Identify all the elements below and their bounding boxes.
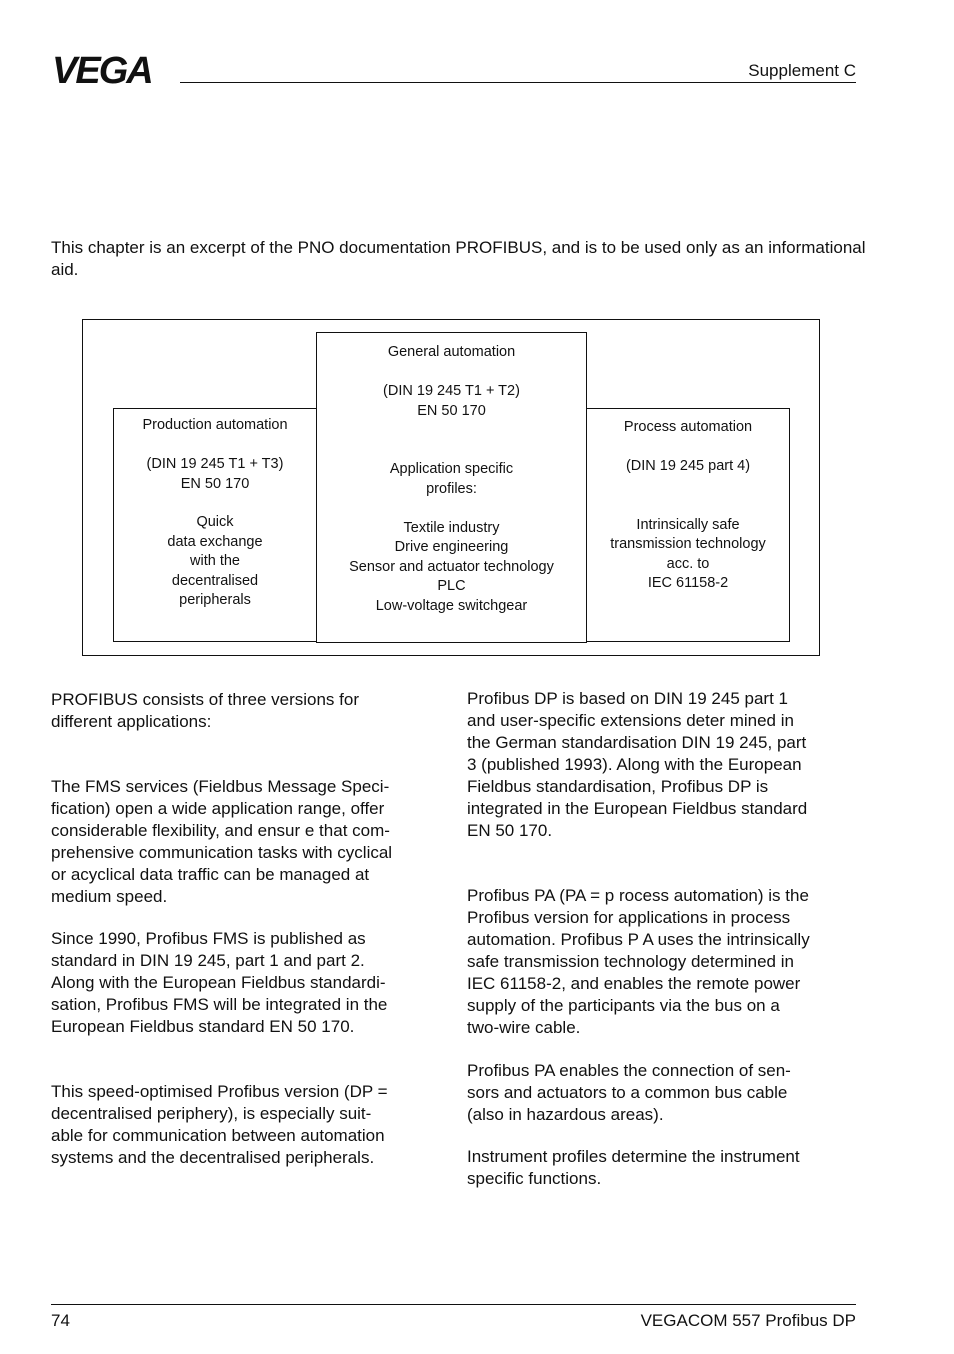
general-title: General automation bbox=[387, 344, 516, 360]
text-line: EN 50 170. bbox=[467, 821, 553, 840]
general-profile-item: Low-voltage switchgear bbox=[375, 597, 528, 614]
right-paragraph-3 bbox=[467, 1060, 857, 1126]
text-line: Profibus DP is based on DIN 19 245 part 1 bbox=[467, 689, 788, 708]
text-line: and user-specific extensions deter mined in bbox=[467, 711, 794, 730]
general-standard-en: EN 50 170 bbox=[417, 402, 486, 419]
process-automation-box bbox=[586, 408, 790, 642]
text-line: Fieldbus standardisation, Profibus DP is bbox=[467, 777, 769, 796]
text-line: integrated in the European Fieldbus standard bbox=[467, 799, 808, 818]
production-desc-line: Quick bbox=[196, 514, 234, 530]
production-title: Production automation bbox=[142, 417, 288, 433]
text-line: prehensive communication tasks with cyclical bbox=[51, 843, 393, 862]
left-paragraph-2 bbox=[51, 776, 441, 908]
general-profile-item: Sensor and actuator technology bbox=[349, 558, 554, 575]
production-automation-box bbox=[113, 408, 317, 642]
section-label: Supplement C bbox=[748, 61, 856, 80]
document-title: VEGACOM 557 Profibus DP bbox=[640, 1311, 856, 1330]
general-automation-box bbox=[316, 332, 587, 643]
text-line: Profibus PA (PA = p rocess automation) is the bbox=[467, 886, 809, 905]
right-paragraph-1 bbox=[467, 688, 857, 842]
text-line: or acyclical data traffic can be managed at bbox=[51, 865, 370, 884]
text-line: two-wire cable. bbox=[467, 1018, 581, 1037]
text-line: PROFIBUS consists of three versions for bbox=[51, 690, 359, 709]
text-line: medium speed. bbox=[51, 887, 168, 906]
text-line: the German standardisation DIN 19 245, part bbox=[467, 733, 807, 752]
production-desc-line: with the bbox=[190, 553, 240, 569]
production-desc-line: peripherals bbox=[179, 592, 251, 608]
process-desc-line: IEC 61158-2 bbox=[647, 575, 729, 591]
footer-rule bbox=[51, 1304, 856, 1305]
text-line: different applications: bbox=[51, 712, 212, 731]
text-line: automation. Profibus P A uses the intrinsically bbox=[467, 930, 810, 949]
text-line: supply of the participants via the bus on a bbox=[467, 996, 780, 1015]
text-line: Instrument profiles determine the instrument bbox=[467, 1147, 800, 1166]
text-line: decentralised periphery), is especially suit- bbox=[51, 1104, 372, 1123]
page-number: 74 bbox=[51, 1311, 70, 1330]
text-line: Since 1990, Profibus FMS is published as bbox=[51, 929, 366, 948]
right-paragraph-2 bbox=[467, 885, 857, 1039]
text-line: considerable flexibility, and ensur e that com- bbox=[51, 821, 390, 840]
text-line: 3 (published 1993). Along with the European bbox=[467, 755, 802, 774]
intro-paragraph: This chapter is an excerpt of the PNO documentation PROFIBUS, and is to be used only as an informational aid. bbox=[51, 238, 866, 279]
left-paragraph-1 bbox=[51, 689, 441, 733]
production-standard: (DIN 19 245 T1 + T3) bbox=[146, 456, 284, 472]
vega-logo bbox=[52, 52, 170, 86]
text-line: fication) open a wide application range, offer bbox=[51, 799, 385, 818]
general-profile-item: Textile industry bbox=[403, 519, 500, 536]
left-paragraph-4 bbox=[51, 1081, 441, 1169]
vega-logo-text: VEGA bbox=[52, 52, 152, 86]
general-profile-item: PLC bbox=[437, 578, 466, 594]
text-line: standard in DIN 19 245, part 1 and part 2. bbox=[51, 951, 365, 970]
right-paragraph-4 bbox=[467, 1146, 857, 1190]
process-title: Process automation bbox=[623, 419, 753, 435]
general-profiles-heading: Application specific bbox=[389, 461, 514, 477]
production-desc-line: data exchange bbox=[167, 533, 263, 550]
text-line: The FMS services (Fieldbus Message Speci- bbox=[51, 777, 390, 796]
text-line: sors and actuators to a common bus cable bbox=[467, 1083, 788, 1102]
process-desc-line: transmission technology bbox=[610, 536, 766, 552]
text-line: Profibus PA enables the connection of sen- bbox=[467, 1061, 791, 1080]
process-desc-line: Intrinsically safe bbox=[636, 516, 740, 533]
production-standard-en: EN 50 170 bbox=[180, 475, 250, 492]
text-line: sation, Profibus FMS will be integrated in the bbox=[51, 995, 388, 1014]
text-line: specific functions. bbox=[467, 1169, 602, 1188]
text-line: Along with the European Fieldbus standardi- bbox=[51, 973, 386, 992]
text-line: safe transmission technology determined in bbox=[467, 952, 794, 971]
left-paragraph-3 bbox=[51, 928, 441, 1038]
general-standard: (DIN 19 245 T1 + T2) bbox=[383, 383, 520, 399]
production-desc-line: decentralised bbox=[171, 572, 259, 589]
header-rule bbox=[180, 82, 856, 83]
text-line: systems and the decentralised peripherals. bbox=[51, 1148, 375, 1167]
process-desc-line: acc. to bbox=[666, 555, 710, 572]
process-standard: (DIN 19 245 part 4) bbox=[625, 458, 751, 474]
general-profiles-heading: profiles: bbox=[426, 480, 477, 497]
text-line: This speed-optimised Profibus version (DP = bbox=[51, 1082, 388, 1101]
text-line: able for communication between automation bbox=[51, 1126, 385, 1145]
general-profile-item: Drive engineering bbox=[394, 539, 509, 555]
text-line: IEC 61158-2, and enables the remote power bbox=[467, 974, 801, 993]
text-line: European Fieldbus standard EN 50 170. bbox=[51, 1017, 355, 1036]
text-line: Profibus version for applications in process bbox=[467, 908, 791, 927]
text-line: (also in hazardous areas). bbox=[467, 1105, 664, 1124]
